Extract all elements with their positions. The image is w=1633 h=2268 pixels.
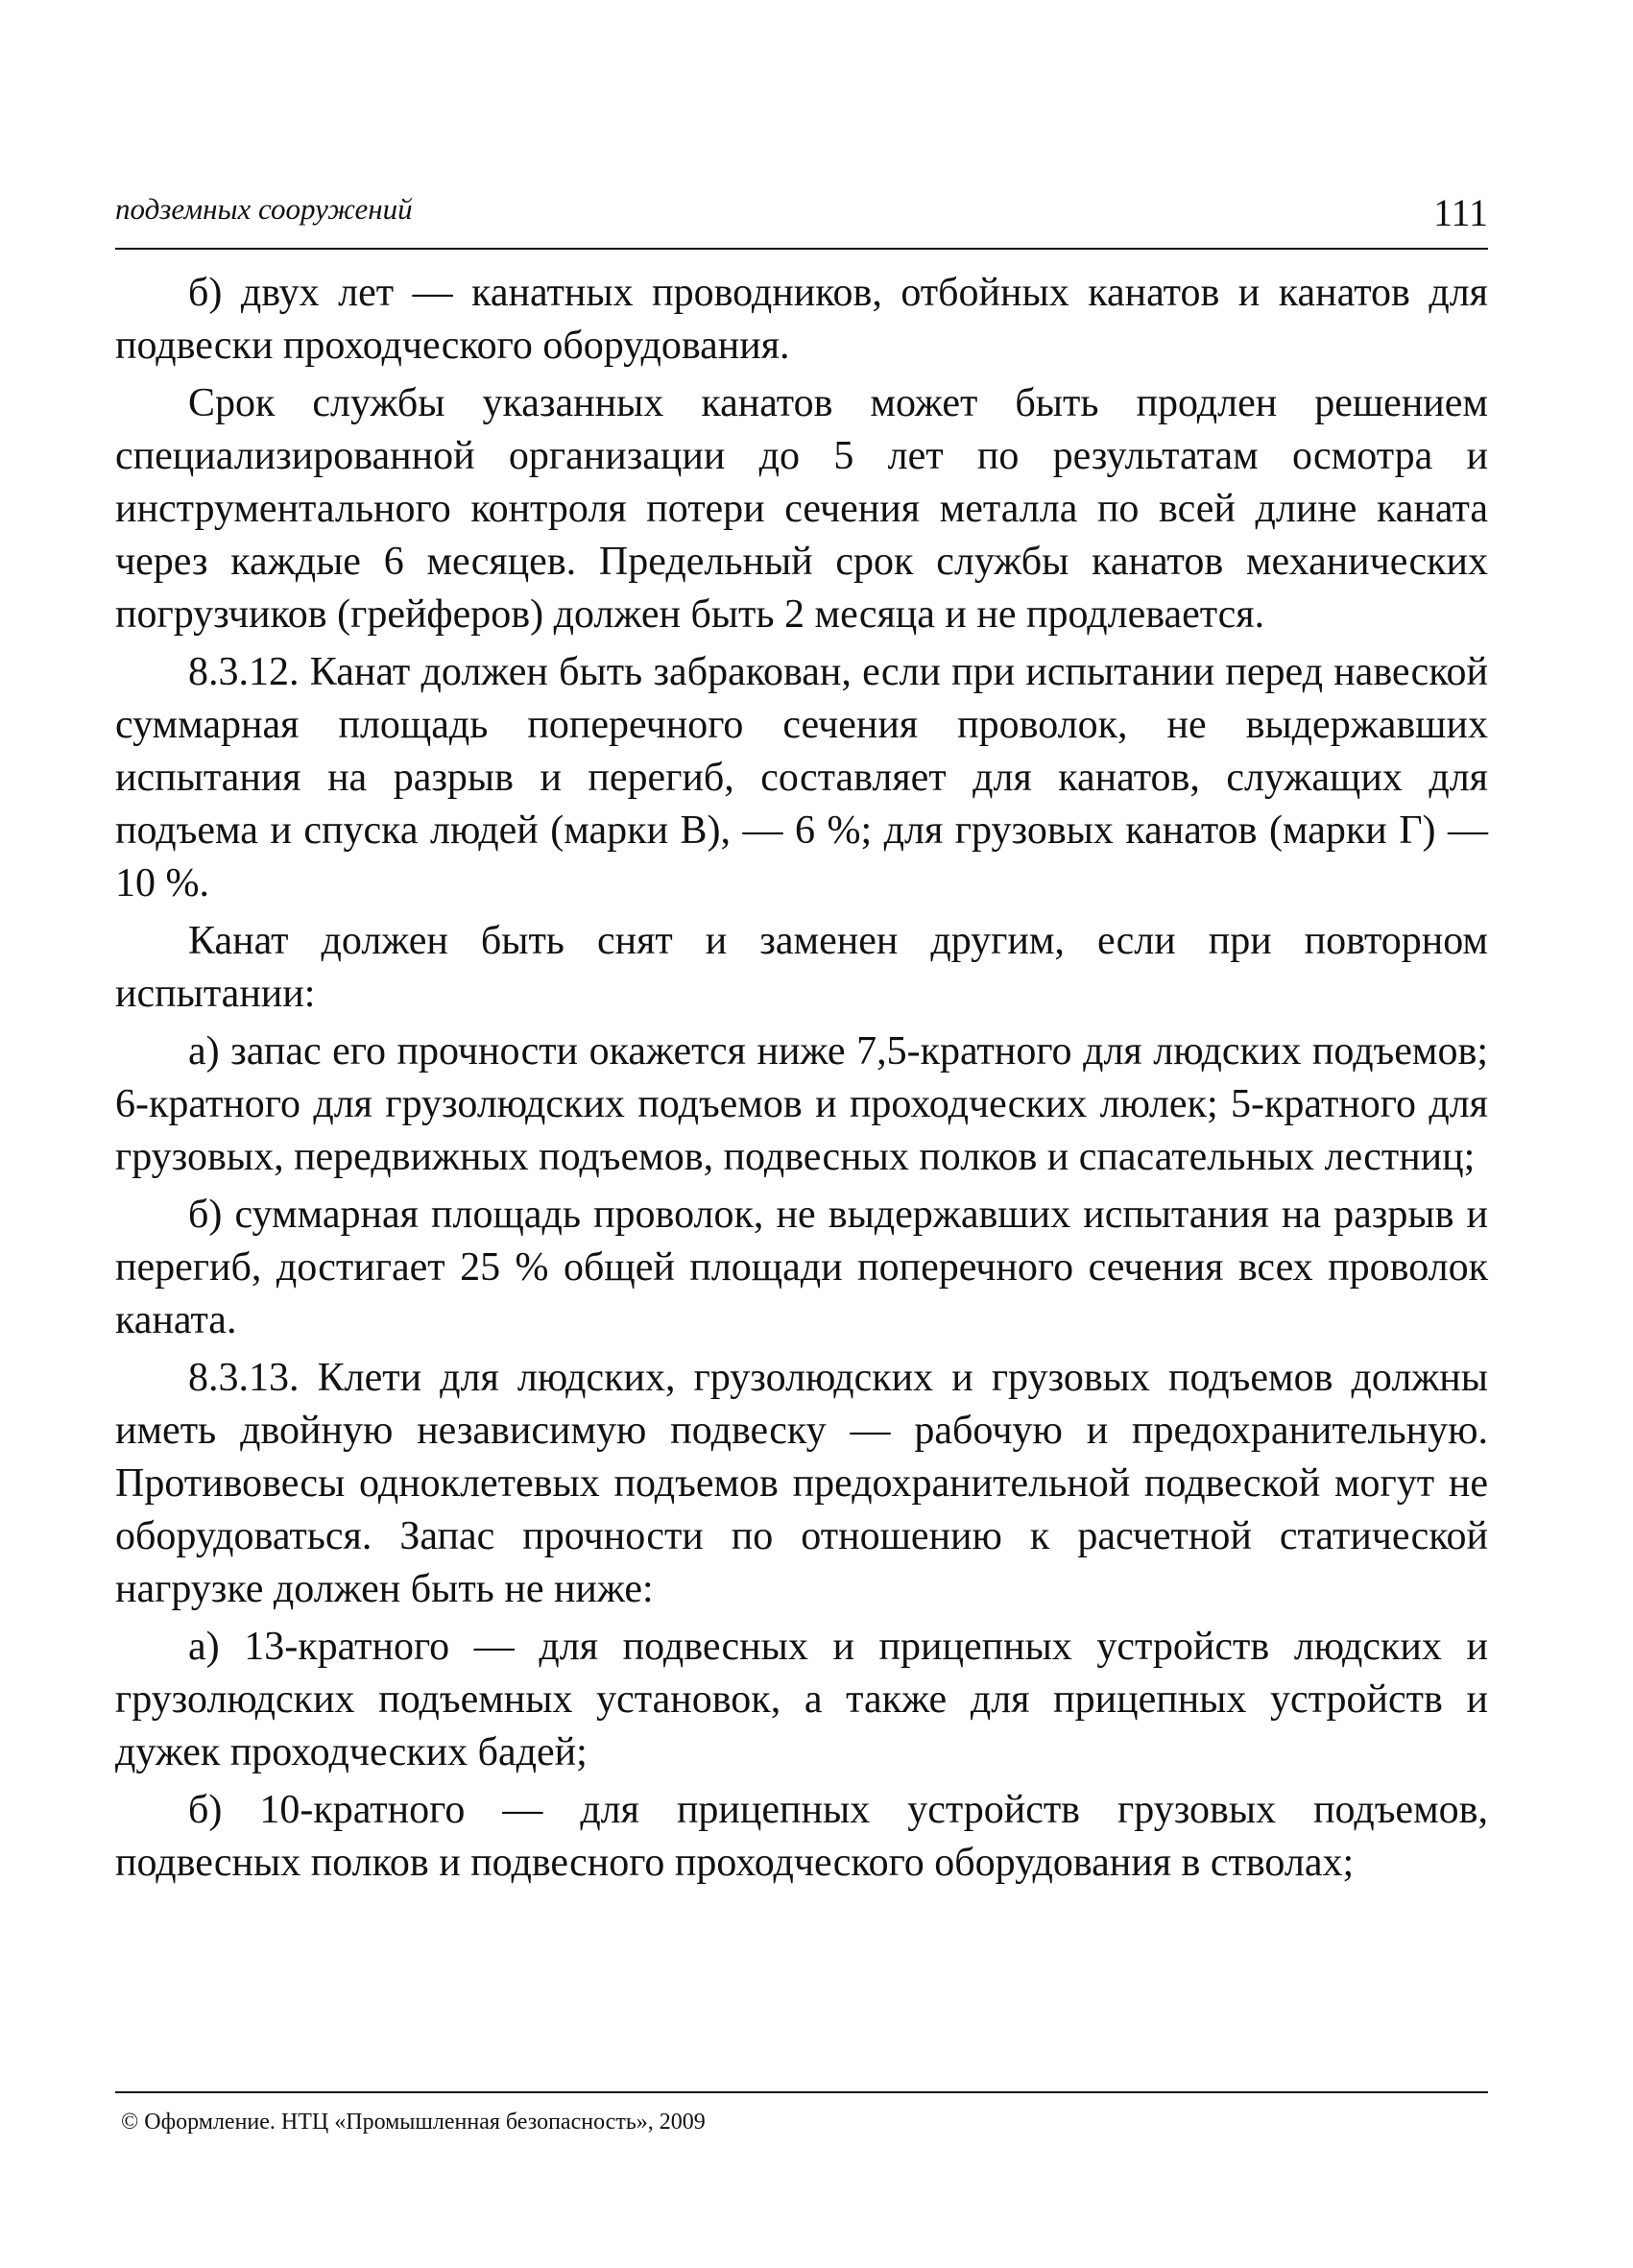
paragraph: 8.3.13. Клети для людских, грузолюдских и грузовых подъемов должны иметь двойную независимую подвеску — рабочую и предохранительную. Противовесы одноклетевых подъемов предохранительной подвеской могут не оборудоваться. Запас прочности по отношению к расчетной статической нагрузке должен быть не ниже: — [115, 1356, 1488, 1611]
paragraph: б) двух лет — канатных проводников, отбойных канатов и канатов для подвески проходческого оборудования. — [115, 271, 1488, 368]
paragraph: Канат должен быть снят и заменен другим, если при повторном испытании: — [115, 919, 1488, 1016]
paragraph: а) запас его прочности окажется ниже 7,5-кратного для людских подъемов; 6-кратного для грузолюдских подъемов и проходческих люлек; 5-кратного для грузовых, передвижных подъемов, подвесных полков и спасательных лестниц; — [115, 1029, 1488, 1179]
page-footer — [115, 2091, 1488, 2137]
paragraph: Срок службы указанных канатов может быть продлен решением специализированной организации до 5 лет по результатам осмотра и инструментального контроля потери сечения металла по всей длине каната через каждые 6 месяцев. Предельный срок службы канатов механических погрузчиков (грейферов) должен быть 2 месяца и не продлевается. — [115, 381, 1488, 637]
paragraph: а) 13-кратного — для подвесных и прицепных устройств людских и грузолюдских подъемных установок, а также для прицепных устройств и дужек проходческих бадей; — [115, 1625, 1488, 1774]
paragraph: 8.3.12. Канат должен быть забракован, если при испытании перед навеской суммарная площадь поперечного сечения проволок, не выдержавших испытания на разрыв и перегиб, составляет для канатов, служащих для подъема и спуска людей (марки В), — 6 %; для грузовых канатов (марки Г) — 10 %. — [115, 650, 1488, 905]
copyright-notice: © Оформление. НТЦ «Промышленная безопасность», 2009 — [121, 2110, 706, 2135]
running-header — [115, 190, 1488, 250]
body-text — [115, 267, 1488, 1894]
paragraph: б) 10-кратного — для прицепных устройств грузовых подъемов, подвесных полков и подвесного проходческого оборудования в стволах; — [115, 1788, 1488, 1885]
page-number: 111 — [1432, 191, 1488, 234]
running-header-title: подземных сооружений — [115, 192, 413, 226]
paragraph: б) суммарная площадь проволок, не выдержавших испытания на разрыв и перегиб, достигает 25 % общей площади поперечного сечения всех проволок каната. — [115, 1193, 1488, 1342]
